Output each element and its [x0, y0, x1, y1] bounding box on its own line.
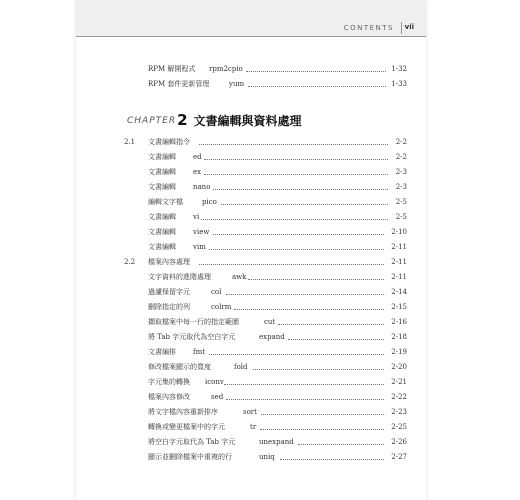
toc-entry — [76, 302, 426, 312]
entry-title: 檔案內容修改 — [148, 393, 190, 401]
entry-command: cut — [264, 318, 276, 326]
entry-command: uniq — [259, 453, 275, 461]
entry-title: 編輯文字檔 — [148, 198, 183, 206]
toc-entry — [76, 452, 426, 462]
toc-entry — [76, 407, 426, 417]
entry-command: rpm2cpio — [209, 65, 243, 73]
entry-page: 2-27 — [391, 453, 407, 461]
entry-command: sort — [243, 408, 257, 416]
dot-leader — [209, 347, 384, 355]
toc-entry — [76, 392, 426, 402]
dot-leader — [199, 137, 388, 145]
entry-title: 文書編輯 — [148, 243, 176, 251]
entry-command: nano — [193, 183, 211, 191]
entry-page: 2-3 — [395, 183, 407, 191]
entry-title: 將 Tab 字元取代為空白字元 — [148, 333, 236, 341]
entry-title: 過濾保留字元 — [148, 288, 190, 296]
toc-entry — [76, 362, 426, 372]
entry-command: vi — [193, 213, 200, 221]
toc-entry — [76, 182, 426, 192]
dot-leader — [204, 152, 388, 160]
dot-leader — [209, 242, 384, 250]
entry-title: 將文字檔內容重新排序 — [148, 408, 218, 416]
running-head: CONTENTS — [343, 24, 394, 32]
toc-entry — [76, 197, 426, 207]
entry-command: yum — [229, 80, 245, 88]
entry-page: 2-19 — [391, 348, 407, 356]
toc-section — [76, 137, 426, 147]
entry-title: 文書編輯 — [148, 153, 176, 161]
entry-page: 2-11 — [391, 273, 407, 281]
entry-title: 文字資料的進階處理 — [148, 273, 211, 281]
entry-title: 文書編輯 — [148, 213, 176, 221]
book-page — [76, 0, 426, 500]
entry-page: 2-11 — [391, 258, 407, 266]
page-number: vii — [404, 23, 414, 31]
entry-command: sed — [211, 393, 224, 401]
toc-entry — [76, 287, 426, 297]
entry-command: vim — [193, 243, 206, 251]
dot-leader — [226, 392, 384, 400]
toc-entry — [76, 317, 426, 327]
dot-leader — [213, 182, 388, 190]
toc-section — [76, 257, 426, 267]
entry-page: 2-2 — [395, 153, 407, 161]
toc-entry — [76, 212, 426, 222]
toc-entry — [76, 437, 426, 447]
toc-entry — [76, 422, 426, 432]
entry-command: unexpand — [259, 438, 294, 446]
entry-title: 刪除指定的列 — [148, 303, 190, 311]
entry-page: 1-32 — [391, 65, 407, 73]
dot-leader — [226, 287, 384, 295]
entry-command: tr — [250, 423, 257, 431]
entry-page: 2-3 — [395, 168, 407, 176]
dot-leader — [234, 302, 384, 310]
entry-title: 文書編輯 — [148, 168, 176, 176]
toc-entry — [76, 227, 426, 237]
entry-command: fold — [234, 363, 248, 371]
entry-page: 2-16 — [391, 318, 407, 326]
entry-page: 2-25 — [391, 423, 407, 431]
toc-entry — [76, 64, 426, 74]
dot-leader — [199, 257, 384, 265]
entry-page: 2-20 — [391, 363, 407, 371]
entry-page: 2-18 — [391, 333, 407, 341]
entry-page: 2-21 — [391, 378, 407, 386]
entry-title: RPM 套件更新管理 — [148, 80, 210, 88]
dot-leader — [298, 437, 384, 445]
toc-entry — [76, 152, 426, 162]
entry-command: expand — [259, 333, 285, 341]
chapter-number: 2 — [177, 111, 188, 129]
toc-entry — [76, 377, 426, 387]
dot-leader — [278, 317, 384, 325]
header-rule — [76, 36, 426, 37]
chapter-word: CHAPTER — [127, 116, 177, 126]
chapter-title: 文書編輯與資料處理 — [193, 114, 302, 128]
entry-title: 轉換或變更檔案中的字元 — [148, 423, 225, 431]
entry-page: 2-22 — [391, 393, 407, 401]
entry-command: awk — [232, 273, 247, 281]
dot-leader — [260, 422, 384, 430]
entry-page: 2-15 — [391, 303, 407, 311]
entry-page: 2-5 — [395, 213, 407, 221]
dot-leader — [288, 332, 384, 340]
dot-leader — [253, 362, 384, 370]
entry-page: 2-23 — [391, 408, 407, 416]
header-divider — [401, 22, 402, 34]
entry-title: 將空白字元取代為 Tab 字元 — [148, 438, 236, 446]
toc-entry — [76, 347, 426, 357]
entry-title: 文書編輯 — [148, 228, 176, 236]
dot-leader — [213, 227, 384, 235]
dot-leader — [201, 212, 388, 220]
entry-title: 檔案內容處理 — [148, 258, 190, 266]
toc-entry — [76, 272, 426, 282]
entry-title: 字元集的轉換 — [148, 378, 190, 386]
toc-entry — [76, 167, 426, 177]
entry-page: 2-5 — [395, 198, 407, 206]
entry-command: iconv — [205, 378, 224, 386]
dot-leader — [246, 64, 386, 72]
entry-title: 文書編排 — [148, 348, 176, 356]
entry-command: col — [211, 288, 222, 296]
chapter-heading — [127, 110, 302, 130]
entry-title: RPM 解開程式 — [148, 65, 196, 73]
dot-leader — [261, 407, 384, 415]
entry-title: 擷取檔案中每一行的指定範圍 — [148, 318, 239, 326]
entry-command: view — [193, 228, 210, 236]
entry-command: colrm — [211, 303, 232, 311]
dot-leader — [248, 79, 386, 87]
dot-leader — [204, 167, 388, 175]
section-number: 2.2 — [124, 258, 136, 266]
entry-page: 1-33 — [391, 80, 407, 88]
entry-page: 2-14 — [391, 288, 407, 296]
dot-leader — [280, 452, 384, 460]
entry-title: 修改檔案顯示的寬度 — [148, 363, 211, 371]
entry-page: 2-2 — [395, 138, 407, 146]
entry-page: 2-11 — [391, 243, 407, 251]
entry-title: 文書編輯指令 — [148, 138, 190, 146]
entry-title: 顯示並刪除檔案中重複的行 — [148, 453, 232, 461]
dot-leader — [224, 377, 384, 385]
entry-command: fmt — [193, 348, 206, 356]
entry-command: ed — [193, 153, 202, 161]
toc-entry — [76, 332, 426, 342]
entry-page: 2-26 — [391, 438, 407, 446]
dot-leader — [221, 197, 388, 205]
entry-command: pico — [202, 198, 217, 206]
entry-page: 2-10 — [391, 228, 407, 236]
toc-entry — [76, 242, 426, 252]
section-number: 2.1 — [124, 138, 136, 146]
toc-entry — [76, 79, 426, 89]
entry-title: 文書編輯 — [148, 183, 176, 191]
entry-command: ex — [193, 168, 202, 176]
dot-leader — [248, 272, 384, 280]
